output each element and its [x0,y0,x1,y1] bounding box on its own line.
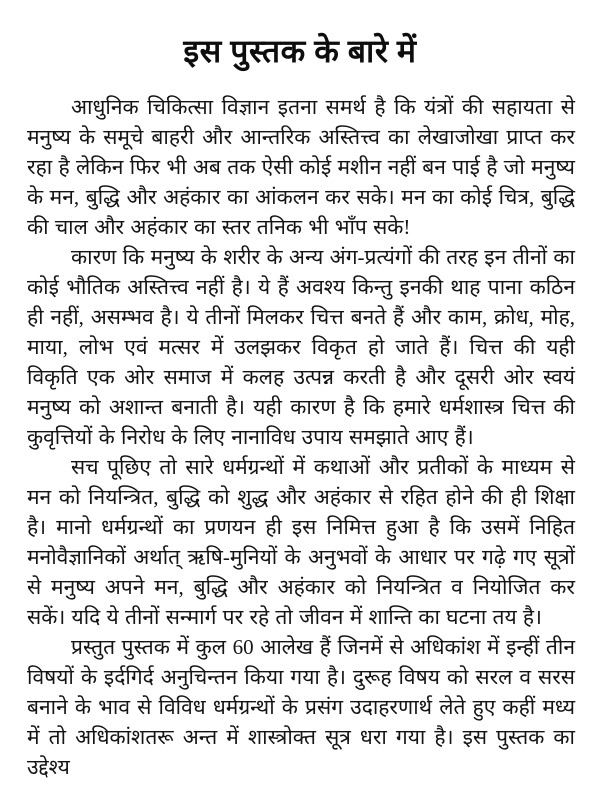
paragraph-2: कारण कि मनुष्य के शरीर के अन्य अंग-प्रत्यंगों की तरह इन तीनों का कोई भौतिक अस्तित्त्व नहीं है। ये हैं अवश्य किन्तु इनकी थाह पाना कठिन ही नहीं, असम्भव है। ये तीनों मिलकर चित्त बनते हैं और काम, क्रोध, मोह, माया, लोभ एवं मत्सर में उलझकर विकृत हो जाते हैं। चित्त की यही विकृति एक ओर समाज में कलह उत्पन्न करती है और दूसरी ओर स्वयं मनुष्य को अशान्त बनाती है। यही कारण है कि हमारे धर्मशास्त्र चित्त की कुवृत्तियों के निरोध के लिए नानाविध उपाय समझाते आए हैं। [27,245,575,450]
body-text [0,92,600,782]
paragraph-3: सच पूछिए तो सारे धर्मग्रन्थों में कथाओं और प्रतीकों के माध्यम से मन को नियन्त्रित, बुद्धि को शुद्ध और अहंकार से रहित होने की ही शिक्षा है। मानो धर्मग्रन्थों का प्रणयन ही इस निमित्त हुआ है कि उसमें निहित मनोवैज्ञानिकों अर्थात् ऋषि-मुनियों के अनुभवों के आधार पर गढ़े गए सूत्रों से मनुष्य अपने मन, बुद्धि और अहंकार को नियन्त्रित व नियोजित कर सकें। यदि ये तीनों सन्मार्ग पर रहे तो जीवन में शान्ति का घटना तय है। [27,455,575,630]
paragraph-4: प्रस्तुत पुस्तक में कुल 60 आलेख हैं जिनमें से अधिकांश में इन्हीं तीन विषयों के इर्दगिर्द अनुचिन्तन किया गया है। दुरूह विषय को सरल व सरस बनाने के भाव से विविध धर्मग्रन्थों के प्रसंग उदाहरणार्थ लेते हुए कहीं मध्य में तो अधिकांशतरू अन्त में शास्त्रोक्त सूत्र धरा गया है। इस पुस्तक का उद्देश्य [27,635,575,780]
page-title: इस पुस्तक के बारे में [183,33,417,69]
paragraph-1: आधुनिक चिकित्सा विज्ञान इतना समर्थ है कि यंत्रों की सहायता से मनुष्य के समूचे बाहरी और आन्तरिक अस्तित्त्व का लेखाजोखा प्राप्त कर रहा है लेकिन फिर भी अब तक ऐसी कोई मशीन नहीं बन पाई है जो मनुष्य के मन, बुद्धि और अहंकार का आंकलन कर सके। मन का कोई चित्र, बुद्धि की चाल और अहंकार का स्तर तनिक भी भाँप सके! [27,95,575,240]
